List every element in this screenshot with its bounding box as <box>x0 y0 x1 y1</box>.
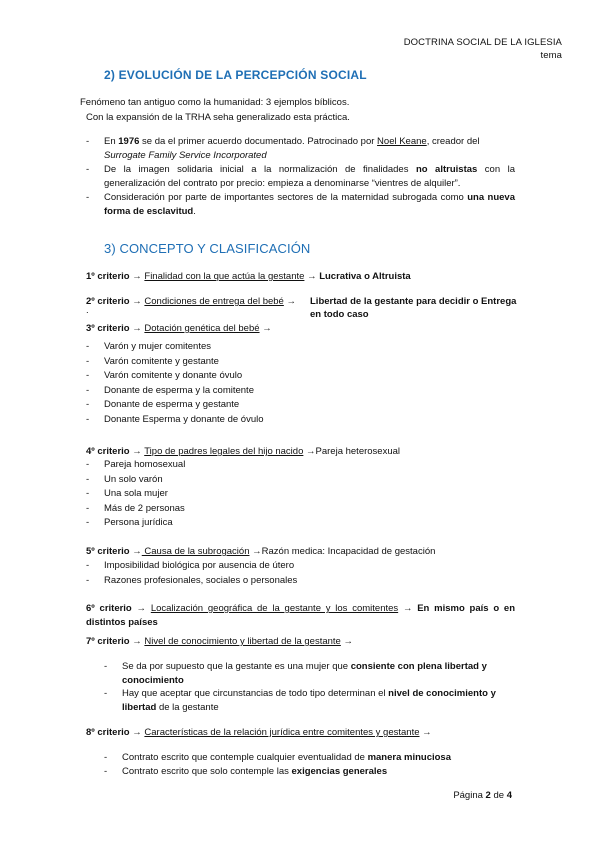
criterion-label: 1º criterio <box>86 271 130 282</box>
text: Consideración por parte de importantes sectores de la maternidad subrogada como <box>104 192 468 203</box>
criterion-4-list <box>86 458 186 531</box>
bullet-dash: - <box>104 688 108 699</box>
arrow-icon: → <box>132 446 142 457</box>
list-item <box>86 458 186 473</box>
section-2-bullet-1 <box>86 135 515 163</box>
criterion-3-list <box>86 340 264 427</box>
list-item <box>86 340 264 355</box>
section-2-bullet-2 <box>86 163 515 191</box>
list-item <box>86 574 298 589</box>
criterion-result: Razón medica: Incapacidad de gestación <box>261 546 436 557</box>
section-2-heading: 2) EVOLUCIÓN DE LA PERCEPCIÓN SOCIAL <box>104 68 367 82</box>
arrow-icon: → <box>132 546 142 557</box>
arrow-icon: → <box>262 323 272 334</box>
bold-text: nivel de conocimiento y libertad <box>122 688 496 713</box>
page-label: Página <box>453 790 486 801</box>
text: de la gestante <box>156 702 219 713</box>
criterion-5 <box>86 545 435 558</box>
bullet-dash: - <box>86 136 90 147</box>
text: Contrato escrito que solo contemple las <box>122 766 292 777</box>
criterion-2 <box>86 295 296 308</box>
bullet-dash: - <box>86 341 90 352</box>
criterion-5-list <box>86 559 298 588</box>
text: Se da por supuesto que la gestante es una mujer que <box>122 661 351 672</box>
bullet-dash: - <box>86 560 90 571</box>
arrow-icon: → <box>132 296 142 307</box>
bullet-dash: - <box>86 370 90 381</box>
criterion-result: Pareja heterosexual <box>315 446 401 457</box>
criterion-topic: Finalidad con la que actúa la gestante <box>144 271 305 282</box>
section-3-heading: 3) CONCEPTO Y CLASIFICACIÓN <box>104 241 311 256</box>
arrow-icon: → <box>402 603 413 614</box>
header-subtitle: tema <box>540 50 562 61</box>
criterion-topic: Causa de la subrogación <box>141 546 250 557</box>
bullet-dash: - <box>86 384 90 396</box>
text: De la imagen solidaria inicial a la normalización de finalidades <box>104 164 416 175</box>
list-item <box>86 559 297 574</box>
list-item <box>86 355 264 370</box>
item-text: Donante Esperma y donante de óvulo <box>104 413 264 425</box>
section-2-intro-1: Fenómeno tan antiguo como la humanidad: 3 ejemplos bíblicos. <box>80 97 350 108</box>
list-item <box>86 473 185 488</box>
text: . <box>193 206 196 217</box>
item-text: Más de 2 personas <box>104 502 185 514</box>
criterion-result: En mismo país o en distintos países <box>86 603 515 628</box>
criterion-6 <box>86 602 515 630</box>
bold-text: exigencias generales <box>291 766 388 777</box>
bullet-dash: - <box>86 399 90 410</box>
list-item <box>86 384 264 399</box>
item-text: Un solo varón <box>104 473 163 485</box>
header-title: DOCTRINA SOCIAL DE LA IGLESIA <box>403 37 562 48</box>
text: se da el primer acuerdo documentado. Patrocinado por <box>139 136 378 147</box>
page-current: 2 <box>485 790 491 801</box>
year: 1976 <box>118 136 140 147</box>
criterion-topic: Tipo de padres legales del hijo nacido <box>144 446 304 457</box>
page-total: 4 <box>506 790 512 801</box>
arrow-icon: → <box>422 727 432 738</box>
arrow-icon: → <box>343 636 353 647</box>
criterion-2-result: Libertad de la gestante para decidir o Entrega en todo caso <box>310 296 517 320</box>
bullet-dash: - <box>86 517 90 528</box>
bullet-dash: - <box>104 661 108 672</box>
arrow-icon: → <box>132 323 142 334</box>
criterion-1 <box>86 270 411 283</box>
criterion-8 <box>86 726 432 739</box>
arrow-icon: → <box>307 271 317 282</box>
list-item <box>86 502 185 517</box>
item-text: Imposibilidad biológica por ausencia de útero <box>104 560 295 571</box>
bold-text: no altruistas <box>415 164 478 175</box>
criterion-label: 5º criterio <box>86 546 130 557</box>
text: , creador del <box>426 136 480 147</box>
criterion-3 <box>86 322 272 335</box>
page-footer <box>453 790 512 801</box>
list-item <box>86 413 264 428</box>
arrow-icon: → <box>132 636 142 647</box>
criterion-label: 8º criterio <box>86 727 130 738</box>
arrow-icon: → <box>286 296 296 307</box>
stray-dot: . <box>86 305 89 316</box>
bullet-dash: - <box>86 192 90 203</box>
organization-name: Surrogate Family Service Incorporated <box>104 150 267 161</box>
criterion-7-bullet-1 <box>104 660 515 688</box>
item-text: Donante de esperma y la comitente <box>104 384 254 396</box>
list-item <box>86 487 185 502</box>
item-text: Donante de esperma y gestante <box>104 399 240 410</box>
item-text: Razones profesionales, sociales o personales <box>104 574 298 586</box>
item-text: Varón comitente y gestante <box>104 355 219 367</box>
bullet-dash: - <box>86 413 90 425</box>
bullet-dash: - <box>86 459 90 470</box>
section-2-intro-2: Con la expansión de la TRHA seha generalizado esta práctica. <box>86 112 350 123</box>
criterion-7 <box>86 635 353 648</box>
bullet-dash: - <box>86 502 90 514</box>
arrow-icon: → <box>136 603 147 614</box>
item-text: Una sola mujer <box>104 488 168 499</box>
criterion-label: 2º criterio <box>86 296 130 307</box>
criterion-label: 3º criterio <box>86 323 130 334</box>
bullet-dash: - <box>104 752 108 763</box>
arrow-icon: → <box>252 546 262 557</box>
item-text: Varón comitente y donante óvulo <box>104 370 243 381</box>
person-name: Noel Keane <box>377 136 427 147</box>
criterion-8-bullet-2 <box>104 765 388 780</box>
criterion-topic: Características de la relación jurídica entre comitentes y gestante <box>144 727 420 738</box>
list-item <box>86 516 185 531</box>
list-item <box>86 369 264 384</box>
bold-text: consiente con plena libertad y conocimiento <box>122 661 487 686</box>
bullet-dash: - <box>86 355 90 367</box>
criterion-result: Lucrativa o Altruista <box>319 271 411 282</box>
section-2-bullet-3 <box>86 191 515 219</box>
text: con la generalización del contrato por precio: empieza a denominarse “vientres de alquiler”. <box>104 164 515 189</box>
criterion-label: 6º criterio <box>86 603 132 614</box>
criterion-8-bullet-1 <box>104 751 451 766</box>
bold-text: manera minuciosa <box>367 752 451 763</box>
arrow-icon: → <box>306 446 316 457</box>
bullet-dash: - <box>86 473 90 485</box>
page-separator: de <box>490 790 507 801</box>
bullet-dash: - <box>104 766 108 777</box>
criterion-topic: Dotación genética del bebé <box>144 323 260 334</box>
text: Hay que aceptar que circunstancias de todo tipo determinan el <box>122 688 389 699</box>
criterion-7-bullet-2 <box>104 687 515 715</box>
criterion-label: 4º criterio <box>86 446 130 457</box>
bullet-dash: - <box>86 574 90 586</box>
text: Contrato escrito que contemple cualquier eventualidad de <box>122 752 368 763</box>
list-item <box>86 398 264 413</box>
page-header <box>404 36 562 62</box>
criterion-label: 7º criterio <box>86 636 130 647</box>
item-text: Persona jurídica <box>104 517 173 528</box>
bullet-dash: - <box>86 488 90 499</box>
bold-text: una nueva forma de esclavitud <box>104 192 515 217</box>
arrow-icon: → <box>132 727 142 738</box>
criterion-4 <box>86 445 400 458</box>
item-text: Pareja homosexual <box>104 459 186 470</box>
criterion-topic: Localización geográfica de la gestante y los comitentes <box>150 603 399 614</box>
bullet-dash: - <box>86 164 90 175</box>
arrow-icon: → <box>132 271 142 282</box>
text: En <box>104 136 119 147</box>
item-text: Varón y mujer comitentes <box>104 341 212 352</box>
criterion-topic: Nivel de conocimiento y libertad de la gestante <box>144 636 341 647</box>
criterion-topic: Condiciones de entrega del bebé <box>144 296 284 307</box>
